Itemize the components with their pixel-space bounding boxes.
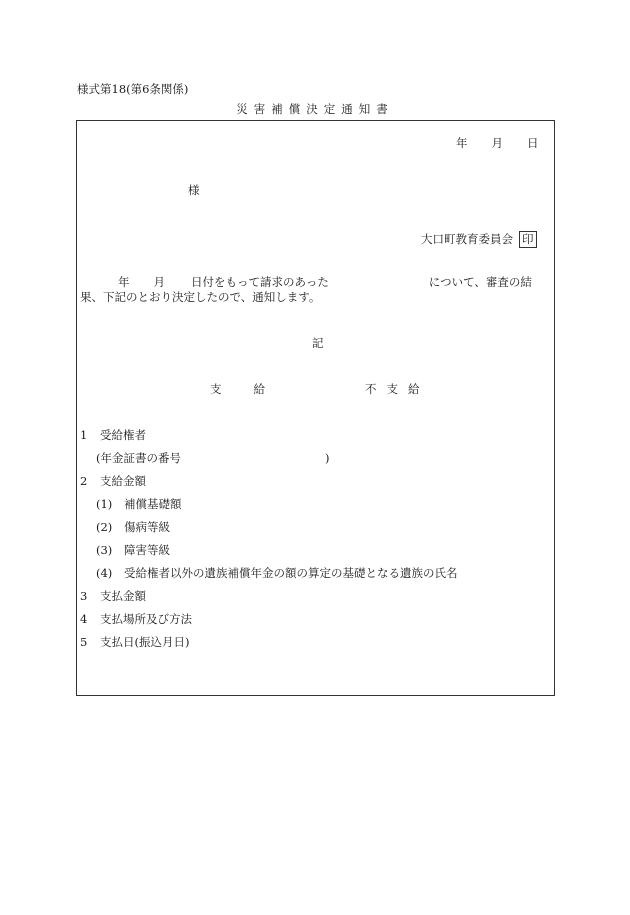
item-number: 3 [80, 589, 88, 603]
seal-mark: 印 [519, 231, 537, 248]
addressee-honorific: 様 [188, 183, 200, 197]
sub-item-3 [96, 545, 170, 557]
sub-item-label: 障害等級 [124, 543, 170, 557]
sub-item-label: 受給権者以外の遺族補償年金の額の算定の基礎となる遺族の氏名 [124, 566, 458, 580]
option-no-pay: 不支給 [365, 382, 430, 396]
sub-item-1 [96, 499, 182, 511]
item-label: 支払場所及び方法 [100, 612, 192, 626]
item-label: 支払日(振込月日) [100, 635, 190, 649]
item-label: 支払金額 [100, 589, 146, 603]
sub-item-number: (2) [96, 520, 113, 534]
item-number: 1 [80, 428, 88, 442]
item-label: 支給金額 [100, 474, 146, 488]
date-month-label: 月 [491, 136, 503, 150]
note-heading: 記 [312, 336, 324, 350]
pension-close: ) [325, 451, 330, 465]
pension-certificate-line [96, 453, 330, 465]
item-number: 2 [80, 474, 88, 488]
body-request-text: 日付をもって請求のあった [191, 275, 329, 289]
issuer [421, 231, 537, 248]
pension-open: (年金証書の番号 [96, 451, 181, 465]
item-label: 受給権者 [100, 428, 146, 442]
body-line-1 [118, 277, 532, 289]
sub-item-number: (3) [96, 543, 113, 557]
issuer-name: 大口町教育委員会 [421, 232, 513, 246]
sub-item-number: (1) [96, 497, 113, 511]
form-number: 様式第18(第6条関係) [77, 82, 189, 96]
item-1 [80, 430, 146, 442]
option-pay: 支給 [210, 382, 297, 396]
item-number: 5 [80, 635, 88, 649]
date-day-label: 日 [527, 136, 539, 150]
date-line [456, 138, 539, 150]
sub-item-number: (4) [96, 566, 113, 580]
document-title: 災害補償決定通知書 [236, 102, 394, 116]
date-year-label: 年 [456, 136, 468, 150]
sub-item-4 [96, 568, 458, 580]
body-regarding-text: について、審査の結 [428, 275, 532, 289]
item-4 [80, 614, 192, 626]
sub-item-label: 補償基礎額 [124, 497, 182, 511]
form-border [76, 120, 555, 696]
sub-item-label: 傷病等級 [124, 520, 170, 534]
item-2 [80, 476, 146, 488]
sub-item-2 [96, 522, 170, 534]
body-month-label: 月 [153, 275, 165, 289]
body-line-2: 果、下記のとおり決定したので、通知します。 [80, 290, 321, 304]
body-year-label: 年 [118, 275, 130, 289]
item-number: 4 [80, 612, 88, 626]
item-3 [80, 591, 146, 603]
item-5 [80, 637, 189, 649]
